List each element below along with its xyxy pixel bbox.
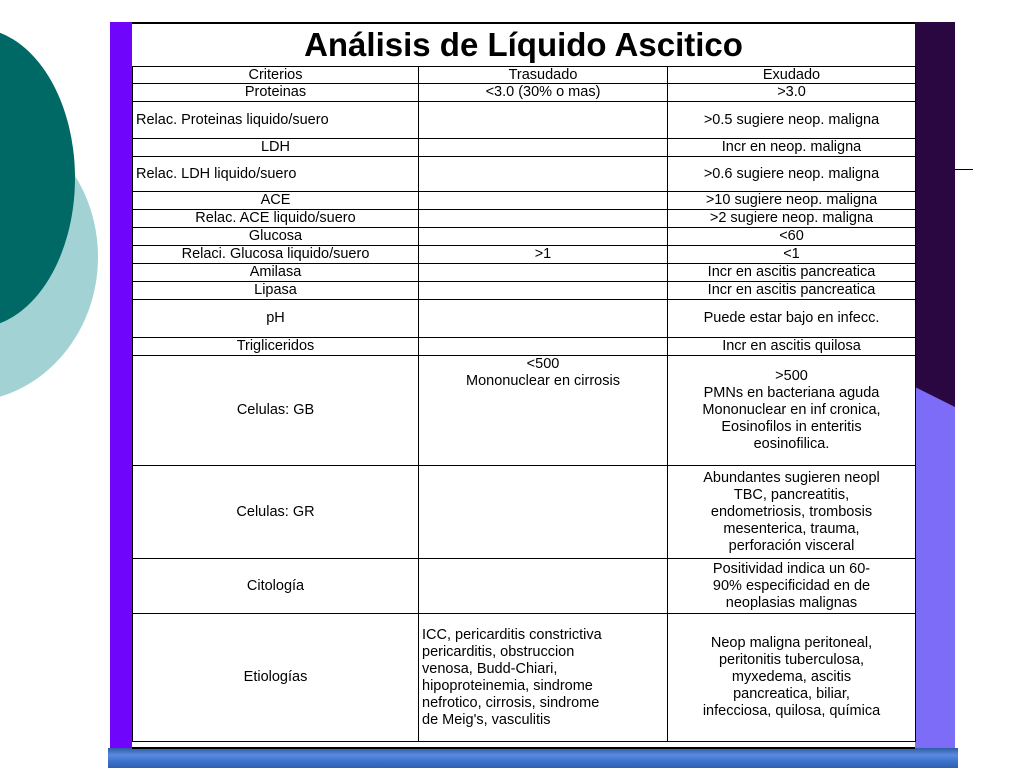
table-row bbox=[133, 192, 916, 210]
trasudado-cell bbox=[419, 338, 668, 356]
exudado-line: Positividad indica un 60- bbox=[712, 560, 871, 577]
table-row bbox=[133, 338, 916, 356]
exudado-cell: Incr en ascitis pancreatica bbox=[668, 282, 916, 300]
criterio-cell: pH bbox=[133, 300, 419, 338]
criterio-cell: Etiologías bbox=[133, 614, 419, 742]
trasudado-line: Mononuclear en cirrosis bbox=[466, 373, 620, 389]
exudado-cell: >0.6 sugiere neop. maligna bbox=[668, 157, 916, 192]
exudado-line: Abundantes sugieren neopl bbox=[703, 469, 880, 486]
exudado-line: infecciosa, quilosa, química bbox=[702, 703, 881, 719]
trasudado-cell bbox=[419, 356, 668, 466]
exudado-line: Eosinofilos in enteritis bbox=[721, 419, 862, 435]
exudado-cell: <1 bbox=[668, 246, 916, 264]
table-row bbox=[133, 157, 916, 192]
exudado-line: TBC, pancreatitis, bbox=[733, 486, 850, 503]
trasudado-line: ICC, pericarditis constrictiva bbox=[422, 626, 602, 643]
table-row bbox=[133, 300, 916, 338]
exudado-line: mesenterica, trauma, bbox=[723, 520, 860, 537]
decorative-left-bar bbox=[110, 22, 132, 750]
exudado-line: pancreatica, biliar, bbox=[733, 686, 850, 702]
exudado-cell bbox=[668, 614, 916, 742]
decorative-bottom-bar bbox=[108, 748, 958, 768]
trasudado-cell bbox=[419, 228, 668, 246]
exudado-line: 90% especificidad en de bbox=[712, 577, 871, 594]
criterio-cell: Relac. ACE liquido/suero bbox=[133, 210, 419, 228]
trasudado-line: <500 bbox=[526, 356, 560, 372]
trasudado-cell: >1 bbox=[419, 246, 668, 264]
exudado-line: endometriosis, trombosis bbox=[710, 503, 873, 520]
exudado-cell: >2 sugiere neop. maligna bbox=[668, 210, 916, 228]
criterio-cell: Citología bbox=[133, 559, 419, 614]
criterio-cell: Lipasa bbox=[133, 282, 419, 300]
trasudado-line: de Meig's, vasculitis bbox=[422, 711, 551, 728]
criterio-cell: Proteinas bbox=[133, 84, 419, 102]
exudado-line: peritonitis tuberculosa, bbox=[718, 652, 865, 668]
exudado-line: Mononuclear en inf cronica, bbox=[702, 402, 881, 418]
table-row bbox=[133, 559, 916, 614]
ascitic-fluid-table bbox=[132, 66, 916, 742]
table-row bbox=[133, 84, 916, 102]
table-row bbox=[133, 246, 916, 264]
criterio-cell: LDH bbox=[133, 139, 419, 157]
trasudado-cell bbox=[419, 157, 668, 192]
exudado-cell: >3.0 bbox=[668, 84, 916, 102]
table-row bbox=[133, 210, 916, 228]
table-row bbox=[133, 264, 916, 282]
criterio-cell: Trigliceridos bbox=[133, 338, 419, 356]
trasudado-cell bbox=[419, 466, 668, 559]
trasudado-cell bbox=[419, 192, 668, 210]
exudado-line: myxedema, ascitis bbox=[731, 669, 852, 685]
exudado-line: >500 bbox=[775, 368, 808, 384]
trasudado-line: hipoproteinemia, sindrome bbox=[422, 677, 593, 694]
criterio-cell: Relac. Proteinas liquido/suero bbox=[133, 102, 419, 139]
exudado-line: neoplasias malignas bbox=[725, 594, 858, 611]
table-row bbox=[133, 139, 916, 157]
exudado-line: PMNs en bacteriana aguda bbox=[703, 385, 880, 401]
exudado-cell: Incr en neop. maligna bbox=[668, 139, 916, 157]
exudado-cell bbox=[668, 559, 916, 614]
header-exudado: Exudado bbox=[668, 67, 916, 84]
exudado-cell: >0.5 sugiere neop. maligna bbox=[668, 102, 916, 139]
table-row bbox=[133, 466, 916, 559]
criterio-cell: Relac. LDH liquido/suero bbox=[133, 157, 419, 192]
criterio-cell: Amilasa bbox=[133, 264, 419, 282]
exudado-cell: Puede estar bajo en infecc. bbox=[668, 300, 916, 338]
header-trasudado: Trasudado bbox=[419, 67, 668, 84]
trasudado-cell bbox=[419, 282, 668, 300]
exudado-line: eosinofilica. bbox=[753, 436, 830, 452]
trasudado-cell bbox=[419, 559, 668, 614]
header-criterios: Criterios bbox=[133, 67, 419, 84]
trasudado-cell bbox=[419, 210, 668, 228]
table-row bbox=[133, 356, 916, 466]
exudado-cell: >10 sugiere neop. maligna bbox=[668, 192, 916, 210]
criterio-cell: Relaci. Glucosa liquido/suero bbox=[133, 246, 419, 264]
table-row bbox=[133, 102, 916, 139]
trasudado-cell: <3.0 (30% o mas) bbox=[419, 84, 668, 102]
table-row bbox=[133, 614, 916, 742]
trasudado-cell bbox=[419, 102, 668, 139]
table-row bbox=[133, 228, 916, 246]
decorative-right-panel bbox=[915, 22, 955, 750]
trasudado-cell bbox=[419, 300, 668, 338]
exudado-cell bbox=[668, 466, 916, 559]
trasudado-line: pericarditis, obstruccion bbox=[422, 643, 575, 660]
table-row bbox=[133, 282, 916, 300]
exudado-cell bbox=[668, 356, 916, 466]
exudado-line: Neop maligna peritoneal, bbox=[710, 635, 873, 651]
trasudado-cell bbox=[419, 264, 668, 282]
slide-document bbox=[132, 22, 915, 749]
table-body bbox=[133, 67, 916, 742]
decorative-line bbox=[955, 169, 973, 170]
trasudado-line: venosa, Budd-Chiari, bbox=[422, 660, 558, 677]
exudado-cell: Incr en ascitis quilosa bbox=[668, 338, 916, 356]
exudado-line: perforación visceral bbox=[728, 537, 855, 554]
trasudado-cell bbox=[419, 614, 668, 742]
exudado-cell: <60 bbox=[668, 228, 916, 246]
criterio-cell: Celulas: GR bbox=[133, 466, 419, 559]
table-header-row bbox=[133, 67, 916, 84]
criterio-cell: Celulas: GB bbox=[133, 356, 419, 466]
criterio-cell: ACE bbox=[133, 192, 419, 210]
criterio-cell: Glucosa bbox=[133, 228, 419, 246]
page-title: Análisis de Líquido Ascitico bbox=[304, 26, 743, 63]
exudado-cell: Incr en ascitis pancreatica bbox=[668, 264, 916, 282]
trasudado-cell bbox=[419, 139, 668, 157]
decorative-right-panel-light bbox=[915, 387, 955, 750]
trasudado-line: nefrotico, cirrosis, sindrome bbox=[422, 694, 600, 711]
